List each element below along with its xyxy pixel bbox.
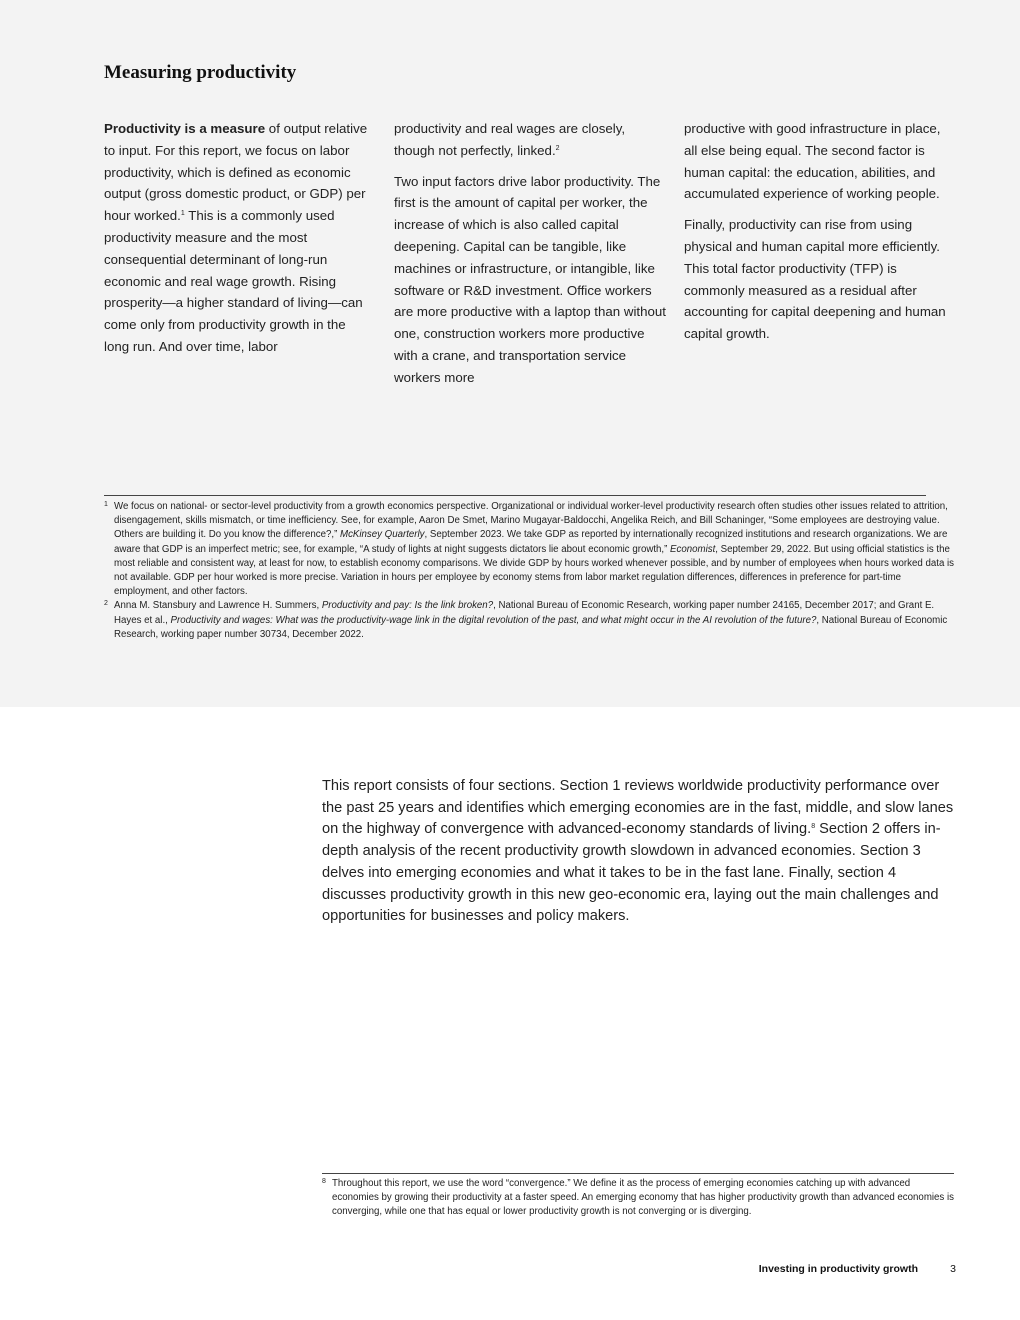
box-paragraph: Finally, productivity can rise from using physical and human capital more efficiently. This total factor productivity (TFP) is commonly measured as a residual after accounting for capital deepening and human capital growth. — [684, 217, 946, 342]
footnote-ref-2[interactable]: 2 — [555, 144, 560, 152]
footnote-8: 8 Throughout this report, we use the word “convergence.” We define it as the process of emerging economies catching up with advanced economies by growing their productivity at a faster speed. An emerging economy that has higher productivity growth than advanced economies is converging, while one that has equal or lower productivity growth is not converging or is diverging. — [322, 1177, 956, 1220]
box-paragraph: Two input factors drive labor productivity. The first is the amount of capital per worker, the increase of which is also called capital deepening. Capital can be tangible, like machines or infrastructure, or intangible, like software or R&D investment. Office workers are more productive with a laptop than without one, construction workers more productive with a crane, and transportation service workers more — [394, 173, 667, 385]
page-number: 3 — [950, 1263, 956, 1275]
footnote-number: 1 — [104, 501, 108, 508]
footnote-number: 2 — [104, 600, 108, 608]
running-footer-title: Investing in productivity growth — [758, 1263, 918, 1275]
box-column-1 — [104, 118, 374, 367]
footnote-divider — [104, 495, 926, 496]
lead-in: Productivity is a measure — [104, 121, 266, 136]
footnote-divider — [322, 1173, 954, 1174]
footnote-number: 8 — [322, 1178, 326, 1185]
footnote-ref-1[interactable]: 1 — [180, 210, 185, 218]
box-paragraph: productive with good infrastructure in place, all else being equal. The second factor is human capital: the education, abilities, and accumulated experience of working people. — [684, 121, 941, 202]
footnote-1: 1 We focus on national- or sector-level productivity from a growth economics perspective. Organizational or individual worker-level productivity research often studies other issues related to attrition, disengagement, skills mismatch, or time inefficiency. See, for example, Aaron De Smet, Marino Mugayar-Baldocchi, Angelika Reich, and Bill Schaninger, “Some employees are destroying value. Others are building it. Do you know the difference?,” McKinsey Quarterly, September 2023. We take GDP as reported by internationally recognized institutions and research organizations. We are aware that GDP is an imperfect metric; see, for example, “A study of lights at night suggests dictators lie about economic growth,” Economist, September 29, 2022. But using official statistics is the most reliable and consistent way, at least for now, to establish economy comparisons. We divide GDP by hours worked whenever possible, and by number of employees when hours worked data is not available. GDP per hour worked is more precise. Variation in hours per employee by economy stems from labor market regulation differences, differences in preference for part-time employment, and other factors. — [104, 500, 954, 599]
footnote-2: 2 Anna M. Stansbury and Lawrence H. Summers, Productivity and pay: Is the link broken?, National Bureau of Economic Research, working paper number 24165, December 2017; and Grant E. Hayes et al., Productivity and wages: What was the productivity-wage link in the digital revolution of the past, and what might occur in the AI revolution of the future?, National Bureau of Economic Research, working paper number 30734, December 2022. — [104, 599, 954, 642]
box-paragraph: productivity and real wages are closely, though not perfectly, linked.$^2$ — [394, 121, 626, 158]
page-footnotes — [322, 1177, 956, 1220]
box-column-3 — [684, 118, 956, 354]
body-paragraph: This report consists of four sections. Section 1 reviews worldwide productivity performance over the past 25 years and identifies which emerging economies are in the fast, middle, and slow lanes on the highway of convergence with advanced-economy standards of living.$^8$ Section 2 offers in-depth analysis of the recent productivity growth slowdown in advanced economies. Section 3 delves into emerging economies and what it takes to be in the fast lane. Finally, section 4 discusses productivity growth in this new geo-economic era, laying out the main challenges and opportunities for businesses and policy makers. — [322, 778, 954, 925]
box-column-2 — [394, 118, 666, 398]
box-title: Measuring productivity — [104, 62, 297, 83]
footnote-ref-8[interactable]: 8 — [811, 823, 816, 831]
box-paragraph: Productivity is a measure of output relative to input. For this report, we focus on labor productivity, which is defined as economic output (gross domestic product, or GDP) per hour worked.$^1$ This is a commonly used productivity measure and the most consequential determinant of long-run economic and real wage growth. Rising prosperity—a higher standard of living—can come only from productivity growth in the long run. And over time, labor — [104, 121, 368, 354]
box-footnotes — [104, 500, 954, 642]
